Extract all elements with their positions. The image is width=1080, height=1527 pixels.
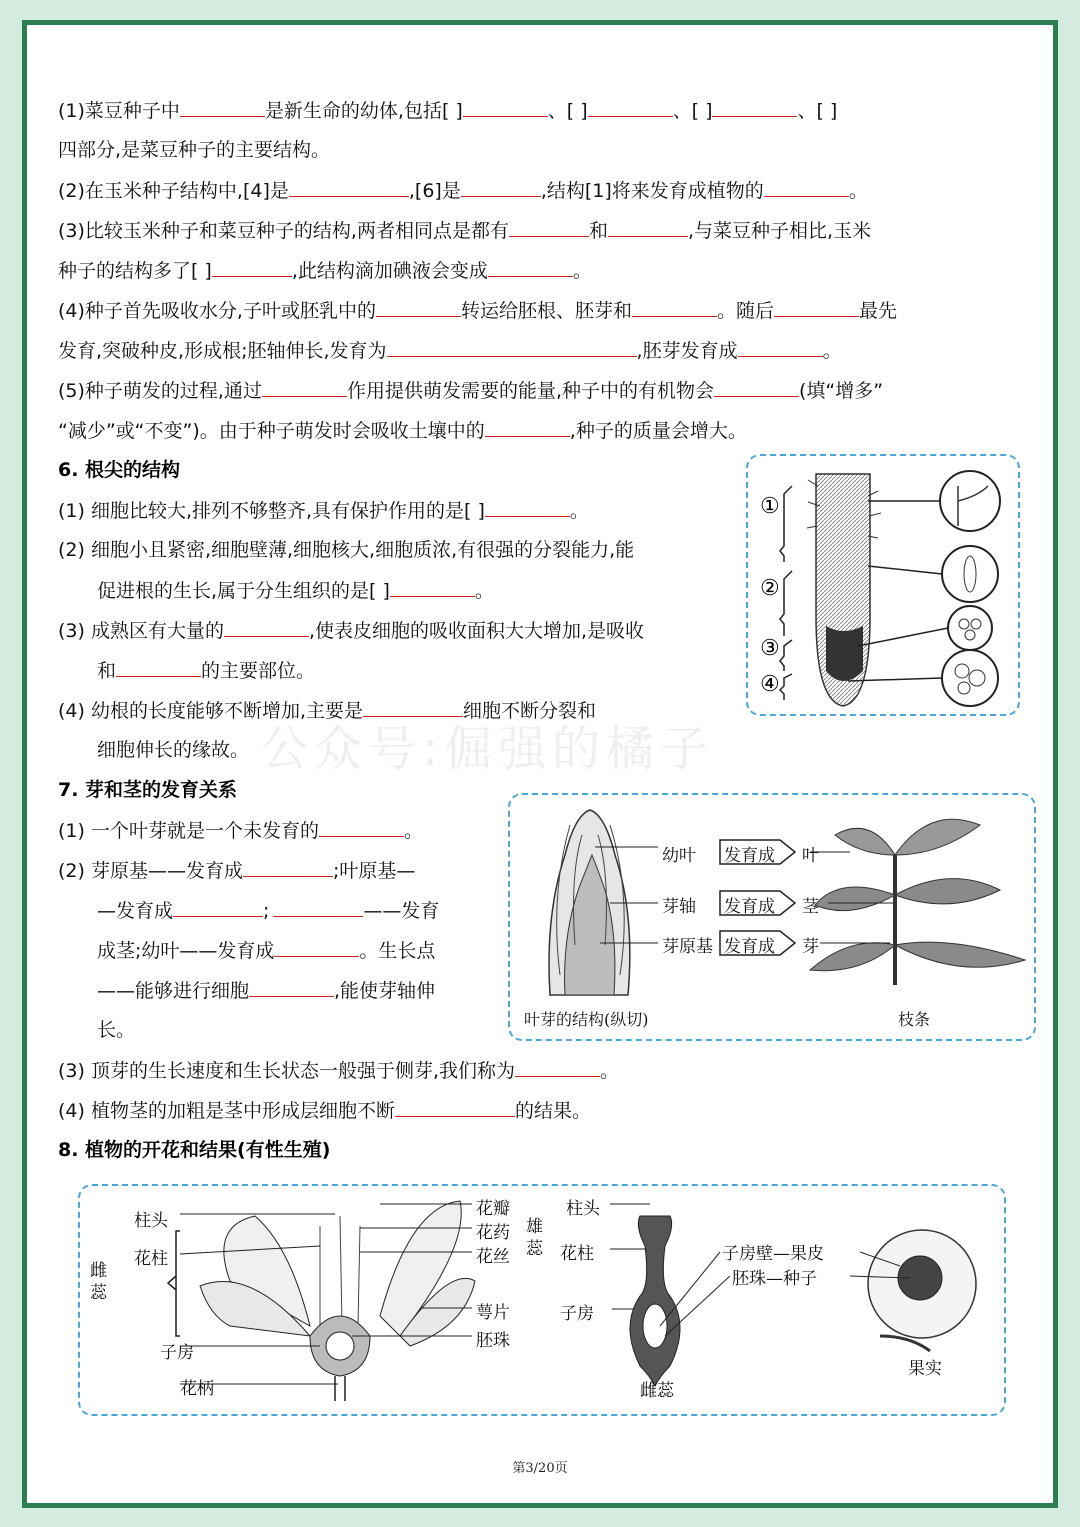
label-style: 花柱 [134, 1249, 168, 1269]
label-stigma: 柱头 [134, 1211, 168, 1231]
result-leaf: 叶 [802, 846, 819, 866]
label-pistil-2: 雌蕊 [640, 1381, 674, 1401]
answer-blank[interactable] [738, 336, 823, 357]
label-ovary-2: 子房 [560, 1304, 594, 1324]
s7-item2a: (2) 芽原基——发育成 ;叶原基— [58, 856, 415, 885]
answer-blank[interactable] [461, 176, 541, 197]
caption-branch: 枝条 [898, 1010, 931, 1029]
s7-item2d: ——能够进行细胞 ,能使芽轴伸 [97, 976, 435, 1005]
q1-line2: 四部分,是菜豆种子的主要结构。 [58, 139, 331, 161]
label-pedicel: 花柄 [180, 1379, 214, 1399]
root-tip-figure [746, 454, 1020, 716]
answer-blank[interactable] [273, 896, 363, 917]
answer-blank[interactable] [116, 656, 201, 677]
answer-blank[interactable] [712, 96, 797, 117]
watermark: 公众号:倔强的橘子 [260, 721, 715, 777]
bud-drawing [510, 795, 1034, 1039]
result-stem: 茎 [802, 897, 819, 917]
label-ovule-seed: 胚珠—种子 [732, 1269, 817, 1289]
label-style-2: 花柱 [560, 1244, 594, 1264]
label-ovary-wall: 子房壁—果皮 [722, 1244, 824, 1264]
answer-blank[interactable] [515, 1056, 600, 1077]
caption-bud-structure: 叶芽的结构(纵切) [524, 1010, 649, 1029]
marker-3: ③ [760, 636, 780, 661]
bud-figure [508, 793, 1036, 1041]
label-sepal: 萼片 [476, 1303, 510, 1323]
answer-blank[interactable] [224, 616, 309, 637]
label-fruit: 果实 [908, 1359, 942, 1379]
s6-item4b: 细胞伸长的缘故。 [97, 739, 250, 761]
answer-blank[interactable] [608, 216, 688, 237]
q2-line: (2)在玉米种子结构中,[4]是 ,[6]是 ,结构[1]将来发育成植物的 。 [58, 176, 868, 205]
label-bud-primordium: 芽原基 [662, 937, 713, 957]
answer-blank[interactable] [180, 96, 265, 117]
answer-blank[interactable] [387, 336, 637, 357]
section-6-title: 6. 根尖的结构 [58, 459, 181, 481]
label-petal: 花瓣 [476, 1199, 510, 1219]
label-bud-axis: 芽轴 [662, 897, 696, 917]
answer-blank[interactable] [588, 96, 673, 117]
arrow-develop-1: 发育成 [724, 846, 775, 866]
section-8-title: 8. 植物的开花和结果(有性生殖) [58, 1139, 331, 1161]
q5-line2: “减少”或“不变”)。由于种子萌发时会吸收土壤中的 ,种子的质量会增大。 [58, 416, 747, 445]
answer-blank[interactable] [509, 216, 589, 237]
flower-figure [78, 1184, 1006, 1416]
answer-blank[interactable] [463, 96, 548, 117]
s6-item1: (1) 细胞比较大,排列不够整齐,具有保护作用的是[ ] 。 [58, 496, 589, 525]
q5-line1: (5)种子萌发的过程,通过 作用提供萌发需要的能量,种子中的有机物会 (填“增多” [58, 376, 883, 405]
marker-4: ④ [760, 672, 780, 697]
q3-line2: 种子的结构多了[ ] ,此结构滴加碘液会变成 。 [58, 256, 592, 285]
arrow-develop-2: 发育成 [724, 897, 775, 917]
answer-blank[interactable] [764, 176, 849, 197]
answer-blank[interactable] [173, 896, 263, 917]
s6-item2a: (2) 细胞小且紧密,细胞壁薄,细胞核大,细胞质浓,有很强的分裂能力,能 [58, 539, 635, 561]
answer-blank[interactable] [395, 1096, 515, 1117]
label-filament: 花丝 [476, 1247, 510, 1267]
root-tip-drawing [748, 456, 1018, 714]
answer-blank[interactable] [274, 936, 359, 957]
s6-item4a: (4) 幼根的长度能够不断增加,主要是 细胞不断分裂和 [58, 696, 596, 725]
section-7-title: 7. 芽和茎的发育关系 [58, 779, 238, 801]
answer-blank[interactable] [212, 256, 292, 277]
arrow-develop-3: 发育成 [724, 937, 775, 957]
label-stigma-2: 柱头 [566, 1199, 600, 1219]
q4-line2: 发育,突破种皮,形成根;胚轴伸长,发育为 ,胚芽发育成 。 [58, 336, 842, 365]
answer-blank[interactable] [390, 576, 475, 597]
answer-blank[interactable] [376, 296, 461, 317]
q3-line1: (3)比较玉米种子和菜豆种子的结构,两者相同点是都有 和 ,与菜豆种子相比,玉米 [58, 216, 871, 245]
answer-blank[interactable] [249, 976, 334, 997]
answer-blank[interactable] [262, 376, 347, 397]
label-stamen: 雄蕊 [526, 1217, 543, 1259]
s7-item2b: —发育成 ; ——发育 [97, 896, 439, 925]
label-ovary: 子房 [160, 1343, 194, 1363]
label-anther: 花药 [476, 1223, 510, 1243]
answer-blank[interactable] [774, 296, 859, 317]
answer-blank[interactable] [632, 296, 717, 317]
s7-item2c: 成茎;幼叶——发育成 。生长点 [97, 936, 435, 965]
label-pistil: 雌蕊 [90, 1261, 107, 1303]
answer-blank[interactable] [714, 376, 799, 397]
answer-blank[interactable] [243, 856, 333, 877]
q1-line1: (1)菜豆种子中 是新生命的幼体,包括[ ] 、[ ] 、[ ] 、[ ] [58, 96, 837, 125]
s6-item2b: 促进根的生长,属于分生组织的是[ ] 。 [97, 576, 494, 605]
marker-1: ① [760, 494, 780, 519]
page-footer: 第3/20页 [512, 1461, 568, 1476]
label-ovule: 胚珠 [476, 1331, 510, 1351]
s7-item1: (1) 一个叶芽就是一个未发育的 。 [58, 816, 423, 845]
answer-blank[interactable] [485, 496, 570, 517]
result-bud: 芽 [802, 937, 819, 957]
q4-line1: (4)种子首先吸收水分,子叶或胚乳中的 转运给胚根、胚芽和 。随后 最先 [58, 296, 897, 325]
s7-item3: (3) 顶芽的生长速度和生长状态一般强于侧芽,我们称为 。 [58, 1056, 619, 1085]
s7-item2e: 长。 [97, 1019, 136, 1041]
label-young-leaf: 幼叶 [662, 846, 696, 866]
marker-2: ② [760, 576, 780, 601]
answer-blank[interactable] [289, 176, 409, 197]
answer-blank[interactable] [319, 816, 404, 837]
s6-item3a: (3) 成熟区有大量的 ,使表皮细胞的吸收面积大大增加,是吸收 [58, 616, 644, 645]
answer-blank[interactable] [485, 416, 570, 437]
s7-item4: (4) 植物茎的加粗是茎中形成层细胞不断 的结果。 [58, 1096, 591, 1125]
answer-blank[interactable] [488, 256, 573, 277]
s6-item3b: 和 的主要部位。 [97, 656, 315, 685]
